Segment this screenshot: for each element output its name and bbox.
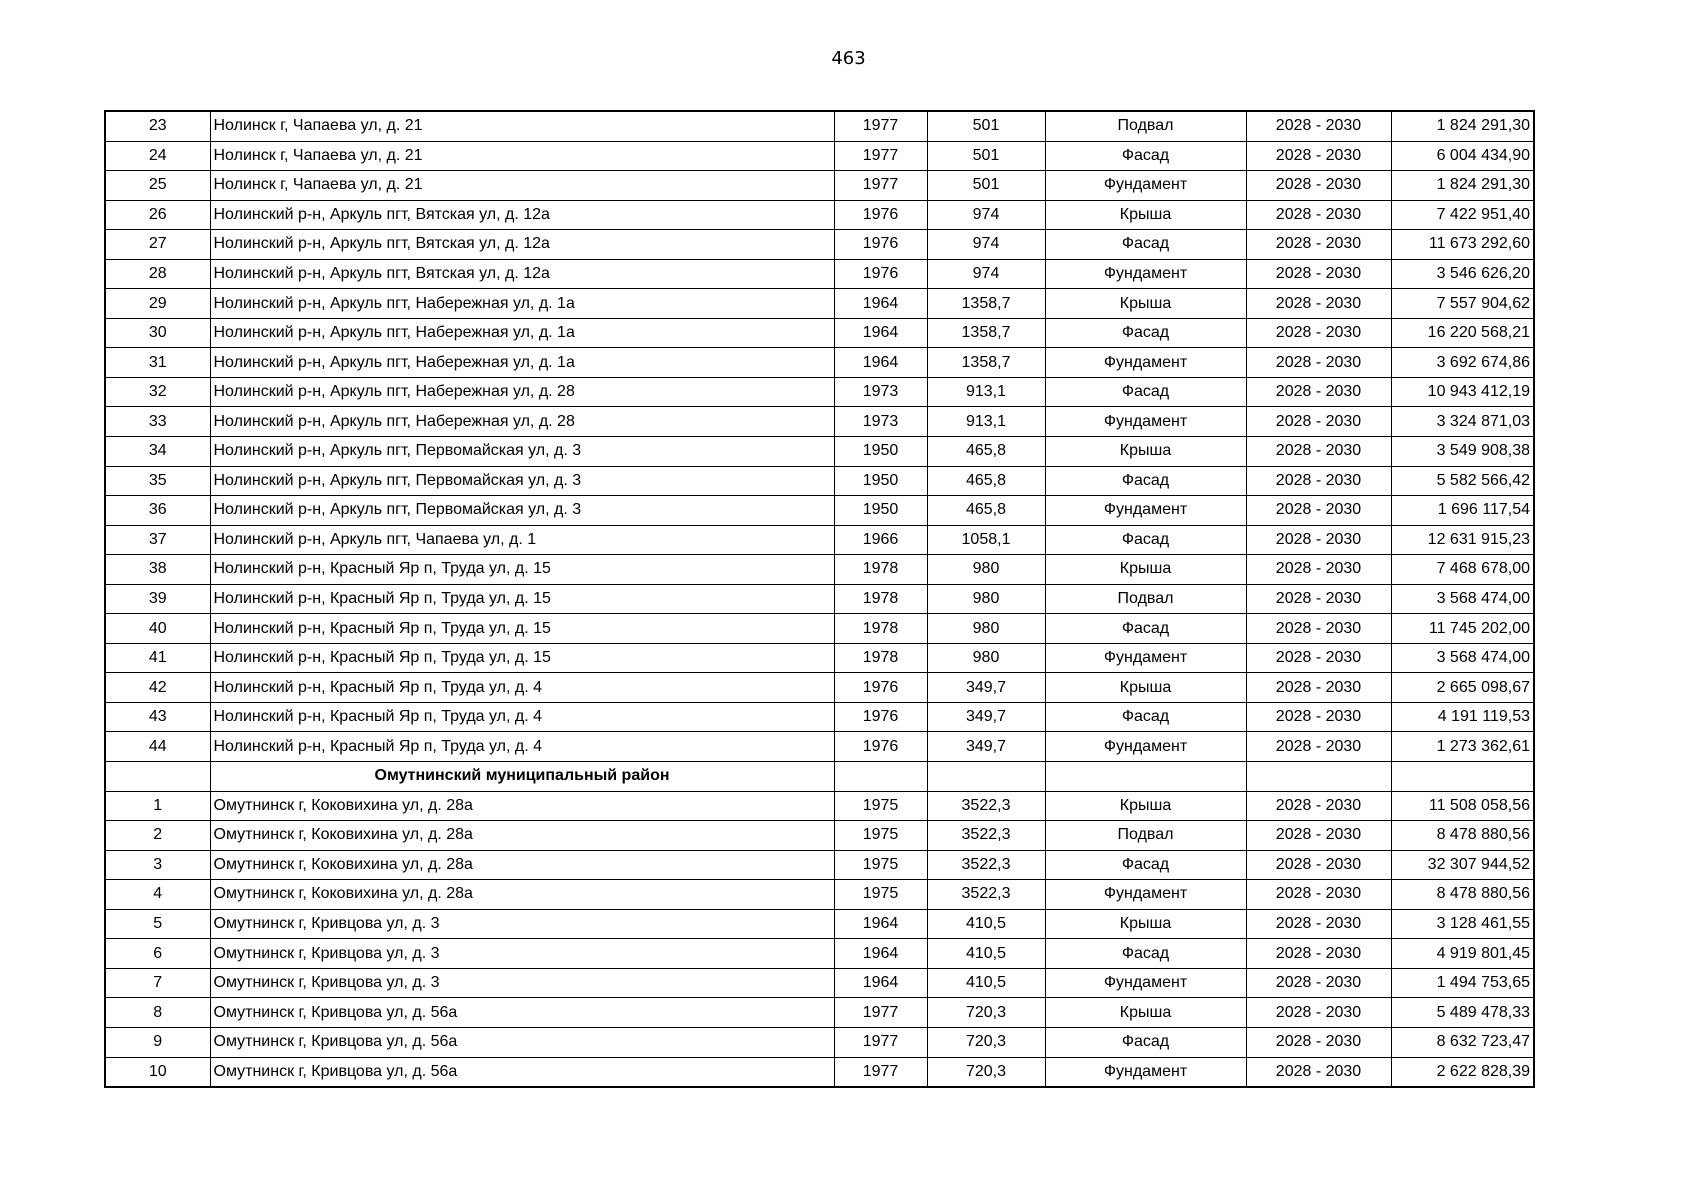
work-type-cell: Фундамент	[1045, 171, 1246, 201]
table-row	[105, 939, 1534, 969]
area-cell: 3522,3	[927, 791, 1045, 821]
work-type-cell: Крыша	[1045, 673, 1246, 703]
construction-year-cell: 1964	[834, 909, 927, 939]
row-number-cell: 1	[105, 791, 210, 821]
area-cell: 349,7	[927, 732, 1045, 762]
area-cell: 410,5	[927, 939, 1045, 969]
period-cell: 2028 - 2030	[1246, 850, 1391, 880]
area-cell: 501	[927, 111, 1045, 141]
address-cell: Нолинск г, Чапаева ул, д. 21	[210, 141, 834, 171]
table-row	[105, 230, 1534, 260]
construction-year-cell: 1950	[834, 466, 927, 496]
address-cell: Омутнинск г, Кривцова ул, д. 56а	[210, 998, 834, 1028]
area-cell: 974	[927, 200, 1045, 230]
row-number-cell: 9	[105, 1027, 210, 1057]
construction-year-cell: 1975	[834, 880, 927, 910]
construction-year-cell	[834, 762, 927, 792]
table-row	[105, 111, 1534, 141]
section-title-cell: Омутнинский муниципальный район	[210, 762, 834, 792]
construction-year-cell: 1977	[834, 171, 927, 201]
period-cell: 2028 - 2030	[1246, 555, 1391, 585]
table-row	[105, 821, 1534, 851]
table-row	[105, 200, 1534, 230]
row-number-cell: 40	[105, 614, 210, 644]
table-row	[105, 171, 1534, 201]
table-row	[105, 289, 1534, 319]
period-cell: 2028 - 2030	[1246, 673, 1391, 703]
row-number-cell: 3	[105, 850, 210, 880]
period-cell: 2028 - 2030	[1246, 141, 1391, 171]
row-number-cell: 27	[105, 230, 210, 260]
work-type-cell: Фундамент	[1045, 643, 1246, 673]
period-cell: 2028 - 2030	[1246, 200, 1391, 230]
area-cell: 980	[927, 584, 1045, 614]
period-cell: 2028 - 2030	[1246, 1057, 1391, 1087]
work-type-cell	[1045, 762, 1246, 792]
construction-year-cell: 1973	[834, 407, 927, 437]
table-row	[105, 673, 1534, 703]
table-row	[105, 407, 1534, 437]
address-cell: Омутнинск г, Кривцова ул, д. 3	[210, 939, 834, 969]
work-type-cell: Фасад	[1045, 702, 1246, 732]
construction-year-cell: 1978	[834, 643, 927, 673]
cost-cell: 3 546 626,20	[1391, 259, 1534, 289]
table-body	[105, 111, 1534, 1087]
area-cell: 1358,7	[927, 318, 1045, 348]
work-type-cell: Фасад	[1045, 466, 1246, 496]
address-cell: Нолинский р-н, Аркуль пгт, Набережная ул, д. 28	[210, 377, 834, 407]
cost-cell: 2 622 828,39	[1391, 1057, 1534, 1087]
row-number-cell: 42	[105, 673, 210, 703]
row-number-cell: 10	[105, 1057, 210, 1087]
period-cell: 2028 - 2030	[1246, 259, 1391, 289]
work-type-cell: Фасад	[1045, 1027, 1246, 1057]
row-number-cell: 44	[105, 732, 210, 762]
work-type-cell: Подвал	[1045, 821, 1246, 851]
cost-cell: 11 745 202,00	[1391, 614, 1534, 644]
cost-cell: 7 422 951,40	[1391, 200, 1534, 230]
table-row	[105, 141, 1534, 171]
row-number-cell: 6	[105, 939, 210, 969]
area-cell: 410,5	[927, 968, 1045, 998]
cost-cell: 3 568 474,00	[1391, 643, 1534, 673]
row-number-cell: 26	[105, 200, 210, 230]
table-row	[105, 466, 1534, 496]
construction-year-cell: 1964	[834, 318, 927, 348]
table-row	[105, 259, 1534, 289]
row-number-cell: 43	[105, 702, 210, 732]
work-type-cell: Фасад	[1045, 614, 1246, 644]
construction-year-cell: 1976	[834, 200, 927, 230]
area-cell: 501	[927, 141, 1045, 171]
construction-year-cell: 1976	[834, 673, 927, 703]
period-cell: 2028 - 2030	[1246, 111, 1391, 141]
area-cell: 1358,7	[927, 289, 1045, 319]
row-number-cell: 29	[105, 289, 210, 319]
period-cell: 2028 - 2030	[1246, 998, 1391, 1028]
area-cell: 720,3	[927, 998, 1045, 1028]
table-row	[105, 614, 1534, 644]
period-cell: 2028 - 2030	[1246, 407, 1391, 437]
table-row	[105, 318, 1534, 348]
period-cell: 2028 - 2030	[1246, 909, 1391, 939]
period-cell: 2028 - 2030	[1246, 939, 1391, 969]
period-cell: 2028 - 2030	[1246, 968, 1391, 998]
table-row	[105, 1027, 1534, 1057]
period-cell: 2028 - 2030	[1246, 496, 1391, 526]
cost-cell: 7 468 678,00	[1391, 555, 1534, 585]
row-number-cell: 39	[105, 584, 210, 614]
cost-cell: 16 220 568,21	[1391, 318, 1534, 348]
cost-cell: 4 191 119,53	[1391, 702, 1534, 732]
table-row	[105, 998, 1534, 1028]
period-cell: 2028 - 2030	[1246, 702, 1391, 732]
period-cell: 2028 - 2030	[1246, 791, 1391, 821]
cost-cell: 4 919 801,45	[1391, 939, 1534, 969]
table-row	[105, 909, 1534, 939]
cost-cell: 5 489 478,33	[1391, 998, 1534, 1028]
work-type-cell: Фасад	[1045, 230, 1246, 260]
area-cell: 3522,3	[927, 880, 1045, 910]
cost-cell: 3 692 674,86	[1391, 348, 1534, 378]
row-number-cell: 32	[105, 377, 210, 407]
row-number-cell: 37	[105, 525, 210, 555]
row-number-cell: 23	[105, 111, 210, 141]
area-cell: 720,3	[927, 1057, 1045, 1087]
cost-cell: 1 824 291,30	[1391, 111, 1534, 141]
work-type-cell: Фундамент	[1045, 732, 1246, 762]
construction-year-cell: 1976	[834, 732, 927, 762]
section-header-row	[105, 762, 1534, 792]
address-cell: Нолинский р-н, Аркуль пгт, Вятская ул, д. 12а	[210, 200, 834, 230]
area-cell: 720,3	[927, 1027, 1045, 1057]
cost-cell: 32 307 944,52	[1391, 850, 1534, 880]
period-cell: 2028 - 2030	[1246, 289, 1391, 319]
row-number-cell: 24	[105, 141, 210, 171]
table-row	[105, 496, 1534, 526]
address-cell: Омутнинск г, Кривцова ул, д. 3	[210, 968, 834, 998]
row-number-cell: 33	[105, 407, 210, 437]
area-cell	[927, 762, 1045, 792]
cost-cell: 1 494 753,65	[1391, 968, 1534, 998]
construction-year-cell: 1976	[834, 259, 927, 289]
address-cell: Нолинский р-н, Аркуль пгт, Набережная ул, д. 28	[210, 407, 834, 437]
table-row	[105, 437, 1534, 467]
address-cell: Нолинский р-н, Аркуль пгт, Вятская ул, д. 12а	[210, 259, 834, 289]
period-cell: 2028 - 2030	[1246, 525, 1391, 555]
row-number-cell: 8	[105, 998, 210, 1028]
work-type-cell: Фундамент	[1045, 259, 1246, 289]
row-number-cell: 5	[105, 909, 210, 939]
area-cell: 980	[927, 643, 1045, 673]
construction-year-cell: 1977	[834, 1027, 927, 1057]
period-cell: 2028 - 2030	[1246, 584, 1391, 614]
construction-year-cell: 1977	[834, 1057, 927, 1087]
cost-cell	[1391, 762, 1534, 792]
area-cell: 3522,3	[927, 850, 1045, 880]
address-cell: Нолинский р-н, Аркуль пгт, Набережная ул, д. 1а	[210, 289, 834, 319]
capital-repair-table	[104, 110, 1535, 1088]
row-number-cell: 35	[105, 466, 210, 496]
work-type-cell: Крыша	[1045, 289, 1246, 319]
table-row	[105, 555, 1534, 585]
address-cell: Нолинский р-н, Красный Яр п, Труда ул, д. 4	[210, 673, 834, 703]
address-cell: Нолинский р-н, Аркуль пгт, Чапаева ул, д. 1	[210, 525, 834, 555]
construction-year-cell: 1975	[834, 850, 927, 880]
address-cell: Омутнинск г, Коковихина ул, д. 28а	[210, 821, 834, 851]
construction-year-cell: 1975	[834, 821, 927, 851]
area-cell: 3522,3	[927, 821, 1045, 851]
area-cell: 410,5	[927, 909, 1045, 939]
work-type-cell: Крыша	[1045, 200, 1246, 230]
cost-cell: 1 696 117,54	[1391, 496, 1534, 526]
cost-cell: 11 673 292,60	[1391, 230, 1534, 260]
area-cell: 1358,7	[927, 348, 1045, 378]
area-cell: 980	[927, 555, 1045, 585]
work-type-cell: Фасад	[1045, 377, 1246, 407]
cost-cell: 7 557 904,62	[1391, 289, 1534, 319]
construction-year-cell: 1950	[834, 437, 927, 467]
period-cell: 2028 - 2030	[1246, 437, 1391, 467]
row-number-cell: 41	[105, 643, 210, 673]
table-row	[105, 732, 1534, 762]
table-row	[105, 1057, 1534, 1087]
work-type-cell: Крыша	[1045, 791, 1246, 821]
area-cell: 974	[927, 230, 1045, 260]
work-type-cell: Подвал	[1045, 584, 1246, 614]
address-cell: Нолинский р-н, Красный Яр п, Труда ул, д. 15	[210, 555, 834, 585]
table-row	[105, 791, 1534, 821]
work-type-cell: Крыша	[1045, 555, 1246, 585]
table-row	[105, 525, 1534, 555]
construction-year-cell: 1976	[834, 230, 927, 260]
cost-cell: 8 632 723,47	[1391, 1027, 1534, 1057]
address-cell: Нолинск г, Чапаева ул, д. 21	[210, 111, 834, 141]
period-cell: 2028 - 2030	[1246, 732, 1391, 762]
cost-cell: 8 478 880,56	[1391, 821, 1534, 851]
cost-cell: 12 631 915,23	[1391, 525, 1534, 555]
construction-year-cell: 1964	[834, 939, 927, 969]
cost-cell: 3 128 461,55	[1391, 909, 1534, 939]
address-cell: Омутнинск г, Коковихина ул, д. 28а	[210, 791, 834, 821]
period-cell: 2028 - 2030	[1246, 466, 1391, 496]
page-number: 463	[831, 48, 866, 69]
work-type-cell: Крыша	[1045, 909, 1246, 939]
row-number-cell: 28	[105, 259, 210, 289]
work-type-cell: Крыша	[1045, 998, 1246, 1028]
work-type-cell: Фундамент	[1045, 968, 1246, 998]
cost-cell: 8 478 880,56	[1391, 880, 1534, 910]
period-cell: 2028 - 2030	[1246, 230, 1391, 260]
area-cell: 465,8	[927, 466, 1045, 496]
row-number-cell: 30	[105, 318, 210, 348]
period-cell: 2028 - 2030	[1246, 171, 1391, 201]
address-cell: Омутнинск г, Коковихина ул, д. 28а	[210, 880, 834, 910]
area-cell: 349,7	[927, 673, 1045, 703]
construction-year-cell: 1964	[834, 289, 927, 319]
address-cell: Нолинский р-н, Красный Яр п, Труда ул, д. 4	[210, 702, 834, 732]
construction-year-cell: 1978	[834, 584, 927, 614]
period-cell: 2028 - 2030	[1246, 643, 1391, 673]
construction-year-cell: 1964	[834, 348, 927, 378]
construction-year-cell: 1950	[834, 496, 927, 526]
period-cell: 2028 - 2030	[1246, 821, 1391, 851]
cost-cell: 11 508 058,56	[1391, 791, 1534, 821]
area-cell: 974	[927, 259, 1045, 289]
period-cell: 2028 - 2030	[1246, 880, 1391, 910]
work-type-cell: Фундамент	[1045, 496, 1246, 526]
period-cell: 2028 - 2030	[1246, 318, 1391, 348]
area-cell: 913,1	[927, 407, 1045, 437]
address-cell: Нолинский р-н, Аркуль пгт, Вятская ул, д. 12а	[210, 230, 834, 260]
construction-year-cell: 1964	[834, 968, 927, 998]
construction-year-cell: 1978	[834, 555, 927, 585]
work-type-cell: Фасад	[1045, 318, 1246, 348]
address-cell: Омутнинск г, Кривцова ул, д. 3	[210, 909, 834, 939]
table-row	[105, 880, 1534, 910]
table-row	[105, 968, 1534, 998]
area-cell: 913,1	[927, 377, 1045, 407]
cost-cell: 10 943 412,19	[1391, 377, 1534, 407]
cost-cell: 3 324 871,03	[1391, 407, 1534, 437]
table-row	[105, 584, 1534, 614]
address-cell: Нолинский р-н, Аркуль пгт, Набережная ул, д. 1а	[210, 348, 834, 378]
area-cell: 980	[927, 614, 1045, 644]
address-cell: Нолинский р-н, Аркуль пгт, Первомайская ул, д. 3	[210, 466, 834, 496]
work-type-cell: Фундамент	[1045, 348, 1246, 378]
work-type-cell: Фасад	[1045, 525, 1246, 555]
address-cell: Нолинский р-н, Красный Яр п, Труда ул, д. 4	[210, 732, 834, 762]
table-row	[105, 850, 1534, 880]
work-type-cell: Фундамент	[1045, 407, 1246, 437]
area-cell: 501	[927, 171, 1045, 201]
cost-cell: 5 582 566,42	[1391, 466, 1534, 496]
address-cell: Нолинский р-н, Красный Яр п, Труда ул, д. 15	[210, 643, 834, 673]
row-number-cell: 4	[105, 880, 210, 910]
address-cell: Нолинск г, Чапаева ул, д. 21	[210, 171, 834, 201]
address-cell: Нолинский р-н, Красный Яр п, Труда ул, д. 15	[210, 584, 834, 614]
row-number-cell: 7	[105, 968, 210, 998]
period-cell: 2028 - 2030	[1246, 348, 1391, 378]
cost-cell: 3 549 908,38	[1391, 437, 1534, 467]
construction-year-cell: 1966	[834, 525, 927, 555]
table-row	[105, 702, 1534, 732]
period-cell: 2028 - 2030	[1246, 614, 1391, 644]
work-type-cell: Фасад	[1045, 850, 1246, 880]
row-number-cell: 34	[105, 437, 210, 467]
address-cell: Нолинский р-н, Аркуль пгт, Набережная ул, д. 1а	[210, 318, 834, 348]
construction-year-cell: 1977	[834, 141, 927, 171]
row-number-cell	[105, 762, 210, 792]
area-cell: 465,8	[927, 496, 1045, 526]
period-cell	[1246, 762, 1391, 792]
table-row	[105, 377, 1534, 407]
construction-year-cell: 1973	[834, 377, 927, 407]
address-cell: Нолинский р-н, Аркуль пгт, Первомайская ул, д. 3	[210, 437, 834, 467]
area-cell: 1058,1	[927, 525, 1045, 555]
construction-year-cell: 1976	[834, 702, 927, 732]
construction-year-cell: 1977	[834, 998, 927, 1028]
address-cell: Омутнинск г, Кривцова ул, д. 56а	[210, 1027, 834, 1057]
table-row	[105, 348, 1534, 378]
area-cell: 349,7	[927, 702, 1045, 732]
work-type-cell: Фасад	[1045, 939, 1246, 969]
address-cell: Нолинский р-н, Красный Яр п, Труда ул, д. 15	[210, 614, 834, 644]
row-number-cell: 31	[105, 348, 210, 378]
work-type-cell: Крыша	[1045, 437, 1246, 467]
row-number-cell: 25	[105, 171, 210, 201]
work-type-cell: Фасад	[1045, 141, 1246, 171]
period-cell: 2028 - 2030	[1246, 377, 1391, 407]
address-cell: Омутнинск г, Коковихина ул, д. 28а	[210, 850, 834, 880]
cost-cell: 2 665 098,67	[1391, 673, 1534, 703]
cost-cell: 1 273 362,61	[1391, 732, 1534, 762]
cost-cell: 6 004 434,90	[1391, 141, 1534, 171]
row-number-cell: 36	[105, 496, 210, 526]
row-number-cell: 2	[105, 821, 210, 851]
construction-year-cell: 1977	[834, 111, 927, 141]
cost-cell: 1 824 291,30	[1391, 171, 1534, 201]
area-cell: 465,8	[927, 437, 1045, 467]
work-type-cell: Подвал	[1045, 111, 1246, 141]
construction-year-cell: 1978	[834, 614, 927, 644]
work-type-cell: Фундамент	[1045, 1057, 1246, 1087]
construction-year-cell: 1975	[834, 791, 927, 821]
work-type-cell: Фундамент	[1045, 880, 1246, 910]
cost-cell: 3 568 474,00	[1391, 584, 1534, 614]
period-cell: 2028 - 2030	[1246, 1027, 1391, 1057]
table-row	[105, 643, 1534, 673]
address-cell: Нолинский р-н, Аркуль пгт, Первомайская ул, д. 3	[210, 496, 834, 526]
row-number-cell: 38	[105, 555, 210, 585]
address-cell: Омутнинск г, Кривцова ул, д. 56а	[210, 1057, 834, 1087]
